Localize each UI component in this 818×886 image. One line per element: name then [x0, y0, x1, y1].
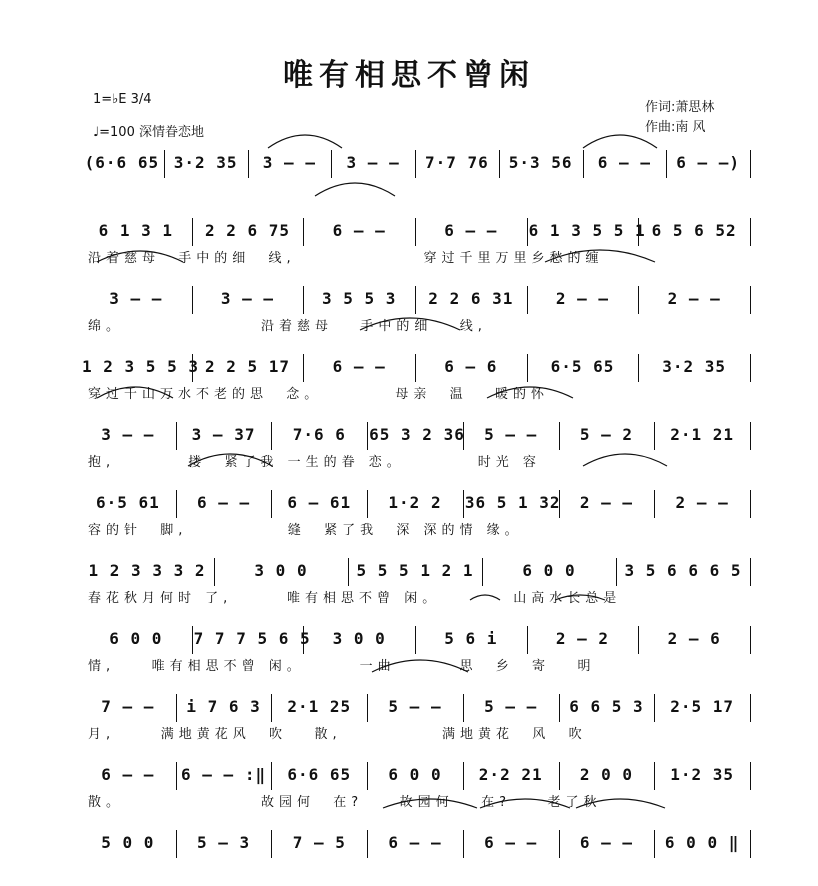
measure: 5 – – — [388, 697, 442, 716]
measure: 6 1 3 1 — [98, 221, 174, 240]
barline — [463, 830, 464, 858]
key-signature: 1=♭E 3/4 — [93, 92, 152, 107]
measure: 3·2 35 — [662, 357, 727, 376]
measure: 6 – – — [332, 357, 386, 376]
measure: 7 7 7 5 6 5 — [193, 629, 311, 648]
measure: 1 2 3 5 5 3 — [82, 357, 199, 376]
measure: 7·6 6 — [292, 425, 346, 444]
measure: 2·1 21 — [670, 425, 735, 444]
barline — [463, 422, 464, 450]
barline — [583, 150, 584, 178]
barline — [271, 694, 272, 722]
measure: 2 2 6 75 — [204, 221, 291, 240]
measure: 6 – – :‖ — [181, 765, 267, 784]
measure: 3 – – — [346, 153, 400, 172]
measure: 6 – – — [101, 765, 155, 784]
barline — [654, 694, 655, 722]
lyrics-row: 容的针 脚, 缝 紧了我 深 深的情 缘。 — [88, 523, 523, 538]
measure: i 7 6 3 — [186, 697, 261, 716]
barline — [415, 218, 416, 246]
lyrics-row: 抱, 搂 紧了我 一生的眷 恋。 时光 容 — [88, 455, 541, 470]
barline — [331, 150, 332, 178]
measure: 6 0 0 — [388, 765, 442, 784]
lyrics-row — [88, 181, 748, 201]
measure: 2 – – — [675, 493, 729, 512]
notation-row — [80, 150, 750, 176]
lyrics-row: 绵。 沿着慈母 手中的细 线, — [88, 319, 487, 334]
measure: 3 – – — [262, 153, 316, 172]
measure: 7 – – — [101, 697, 155, 716]
measure: 36 5 1 32 — [464, 493, 561, 512]
measure: 7 – 5 — [292, 833, 346, 852]
measure: 6 – – — [484, 833, 538, 852]
measure: 2 – 6 — [667, 629, 721, 648]
barline — [303, 218, 304, 246]
measure: 6·5 61 — [95, 493, 160, 512]
barline — [750, 626, 751, 654]
barline — [463, 762, 464, 790]
measure: 3 0 0 — [254, 561, 308, 580]
measure: 6 – 6 — [444, 357, 498, 376]
credits — [645, 98, 714, 138]
barline — [750, 286, 751, 314]
measure: 6 – – — [597, 153, 651, 172]
measure: 6 – – — [388, 833, 442, 852]
barline — [164, 150, 165, 178]
notation-row — [80, 490, 750, 516]
tempo-marking: ♩=100 深情眷恋地 — [93, 125, 204, 140]
measure: 3 – – — [109, 289, 163, 308]
barline — [654, 490, 655, 518]
measure: 5·3 56 — [508, 153, 573, 172]
barline — [559, 830, 560, 858]
notation-row — [80, 694, 750, 720]
composer: 作曲:南 风 — [645, 120, 706, 135]
lyrics-row: 春花秋月何时 了, 唯有相思不曾 闲。 山高水长总是 — [88, 591, 622, 606]
barline — [750, 830, 751, 858]
barline — [348, 558, 349, 586]
barline — [271, 762, 272, 790]
measure: 65 3 2 36 — [369, 425, 465, 444]
measure: 2 2 5 17 — [204, 357, 291, 376]
barline — [271, 490, 272, 518]
lyrics-row: 月, 满地黄花风 吹 散, 满地黄花 风 吹 — [88, 727, 587, 742]
barline — [527, 286, 528, 314]
measure: 7·7 76 — [424, 153, 489, 172]
lyrics-row: 沿着慈母 手中的细 线, 穿过千里万里乡愁的缠 — [88, 251, 604, 266]
measure: 5 – – — [484, 425, 538, 444]
barline — [750, 354, 751, 382]
barline — [214, 558, 215, 586]
barline — [192, 626, 193, 654]
measure: 3 – – — [220, 289, 275, 308]
barline — [527, 354, 528, 382]
measure: 3 – 37 — [191, 425, 256, 444]
measure: 3 – – — [101, 425, 155, 444]
measure: 2·5 17 — [670, 697, 735, 716]
measure: 6·5 65 — [550, 357, 615, 376]
barline — [654, 422, 655, 450]
notation-row — [80, 626, 750, 652]
measure: 2 – – — [579, 493, 633, 512]
barline — [415, 150, 416, 178]
measure: 2 2 6 31 — [428, 289, 514, 308]
measure: 2 – – — [667, 289, 721, 308]
barline — [176, 762, 177, 790]
measure: 6 0 0 — [522, 561, 576, 580]
barline — [750, 558, 751, 586]
measure: 6 0 0 ‖ — [664, 833, 740, 852]
notation-row — [80, 762, 750, 788]
measure: 1 2 3 3 3 2 — [88, 561, 206, 580]
measure: 6 0 0 — [109, 629, 163, 648]
measure: 5 – – — [484, 697, 538, 716]
notation-row — [80, 558, 750, 584]
barline — [176, 830, 177, 858]
measure: 3 0 0 — [332, 629, 386, 648]
measure: 6 – – — [444, 221, 498, 240]
measure: 3·2 35 — [173, 153, 238, 172]
barline — [750, 150, 751, 178]
barline — [303, 286, 304, 314]
measure: 2 – 2 — [555, 629, 610, 648]
measure: 5 – 2 — [579, 425, 633, 444]
barline — [176, 422, 177, 450]
notation-row — [80, 830, 750, 856]
barline — [527, 218, 528, 246]
barline — [367, 422, 368, 450]
barline — [192, 286, 193, 314]
barline — [638, 626, 639, 654]
measure: 2 – – — [555, 289, 610, 308]
notation-row — [80, 354, 750, 380]
barline — [499, 150, 500, 178]
measure: (6·6 65 — [84, 153, 160, 172]
barline — [638, 218, 639, 246]
measure: 6 1 3 5 5 1 — [528, 221, 646, 240]
barline — [176, 694, 177, 722]
barline — [559, 694, 560, 722]
lyrics-row: 散。 故园何 在? 故园何 在? 老了秋 — [88, 795, 602, 810]
measure: 3 5 6 6 6 5 — [624, 561, 742, 580]
barline — [559, 490, 560, 518]
measure: 6·6 65 — [287, 765, 352, 784]
barline — [303, 626, 304, 654]
barline — [616, 558, 617, 586]
barline — [367, 490, 368, 518]
barline — [666, 150, 667, 178]
barline — [750, 490, 751, 518]
measure: 6 5 6 52 — [651, 221, 737, 240]
lyrics-row: 穿过千山万水不老的思 念。 母亲 温 暖的怀 — [88, 387, 549, 402]
notation-row — [80, 286, 750, 312]
barline — [192, 218, 193, 246]
barline — [654, 830, 655, 858]
barline — [750, 694, 751, 722]
slur — [268, 135, 342, 148]
measure: 2·2 21 — [478, 765, 543, 784]
barline — [482, 558, 483, 586]
barline — [638, 286, 639, 314]
measure: 1·2 35 — [670, 765, 735, 784]
measure: 5 0 0 — [101, 833, 155, 852]
measure: 5 5 5 1 2 1 — [356, 561, 474, 580]
measure: 6 – – — [196, 493, 251, 512]
barline — [415, 354, 416, 382]
barline — [654, 762, 655, 790]
song-title: 唯有相思不曾闲 — [283, 58, 535, 93]
measure: 6 – – — [332, 221, 386, 240]
measure: 6 6 5 3 — [569, 697, 644, 716]
barline — [463, 694, 464, 722]
barline — [415, 626, 416, 654]
barline — [367, 830, 368, 858]
measure: 3 5 5 3 — [321, 289, 397, 308]
barline — [271, 830, 272, 858]
barline — [559, 762, 560, 790]
barline — [303, 354, 304, 382]
notation-row — [80, 218, 750, 244]
barline — [750, 218, 751, 246]
barline — [415, 286, 416, 314]
measure: 5 – 3 — [196, 833, 251, 852]
measure: 6 – 61 — [287, 493, 352, 512]
measure: 2·1 25 — [287, 697, 352, 716]
lyrics-row — [88, 861, 748, 881]
barline — [248, 150, 249, 178]
measure: 6 – –) — [676, 153, 741, 172]
barline — [527, 626, 528, 654]
barline — [367, 694, 368, 722]
lyrics-row: 情, 唯有相思不曾 闲。 一曲 思 乡 寄 明 — [88, 659, 596, 674]
lyricist: 作词:萧思林 — [645, 100, 715, 115]
barline — [192, 354, 193, 382]
notation-row — [80, 422, 750, 448]
barline — [638, 354, 639, 382]
barline — [463, 490, 464, 518]
measure: 1·2 2 — [388, 493, 442, 512]
barline — [559, 422, 560, 450]
barline — [271, 422, 272, 450]
barline — [750, 762, 751, 790]
measure: 2 0 0 — [579, 765, 633, 784]
measure: 5 6 i — [444, 629, 498, 648]
barline — [367, 762, 368, 790]
measure: 6 – – — [579, 833, 633, 852]
barline — [750, 422, 751, 450]
barline — [176, 490, 177, 518]
